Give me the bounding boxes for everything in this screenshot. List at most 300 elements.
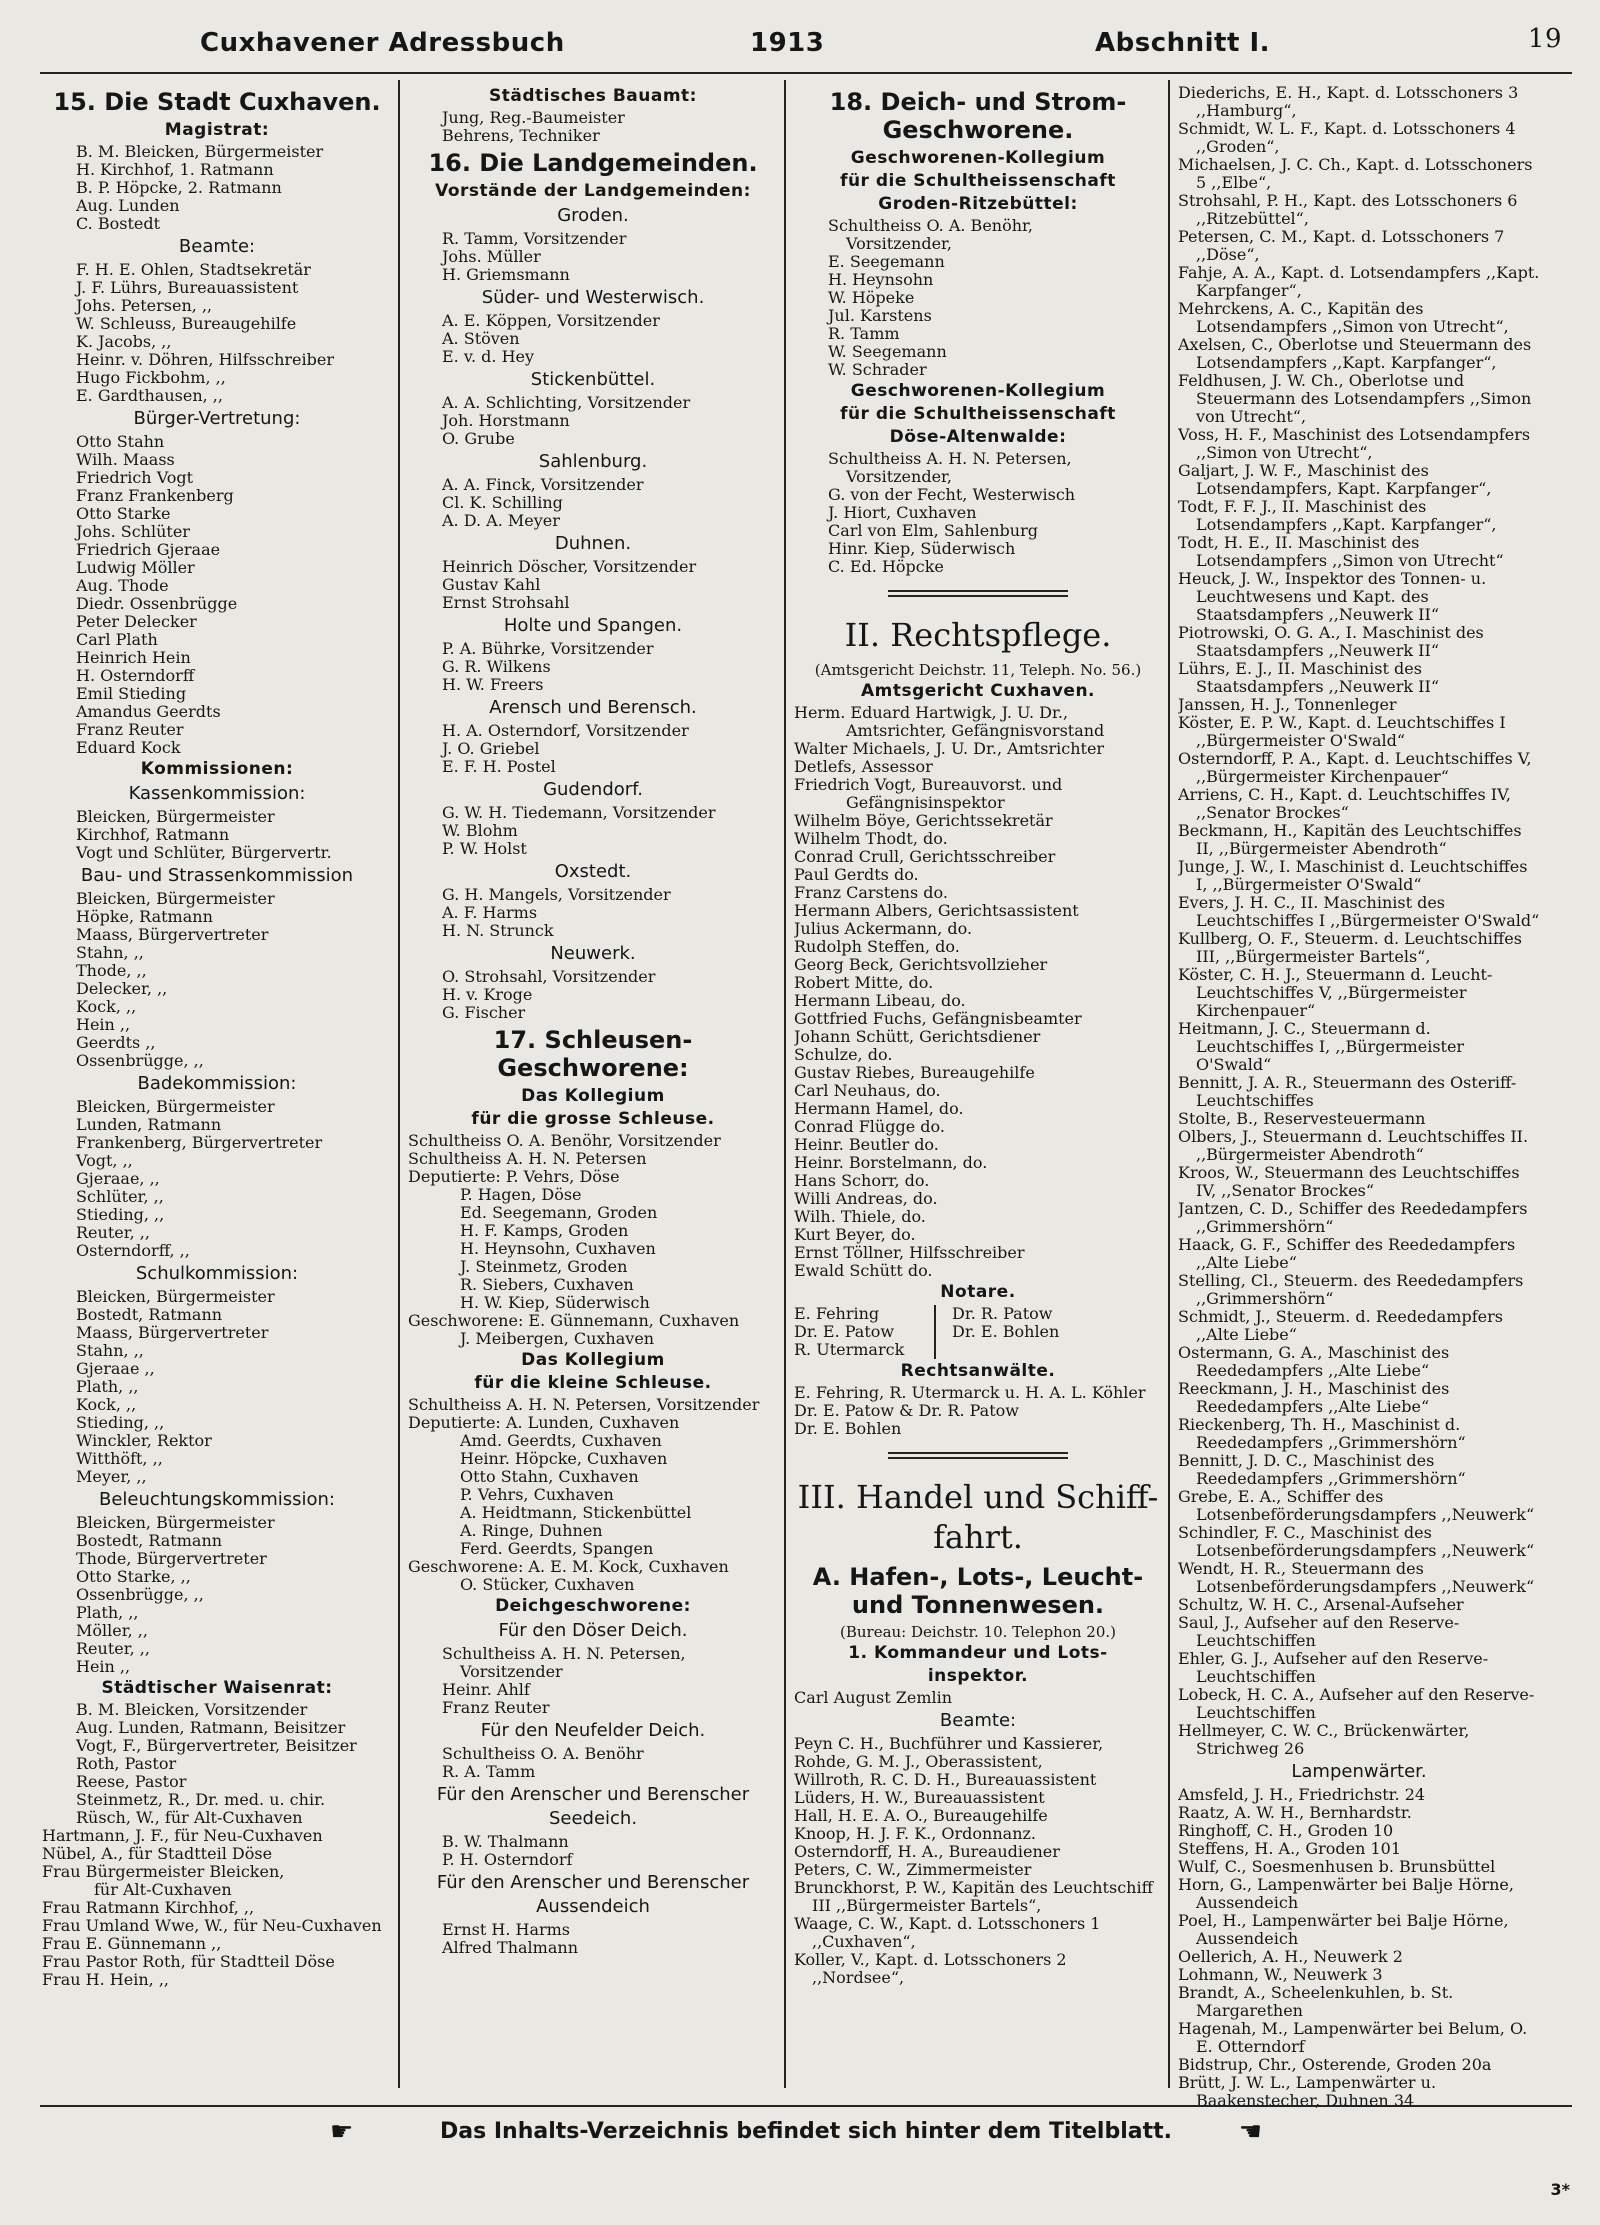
entry: Gustav Kahl [442, 576, 541, 594]
entry: J. Steinmetz, Groden [460, 1258, 628, 1276]
entry: E. Fehring, R. Utermarck u. H. A. L. Köhler [794, 1384, 1146, 1402]
entry: Friedrich Gjeraae [76, 541, 221, 559]
entry: Wilhelm Böye, Gerichtssekretär [794, 812, 1053, 830]
entry: Heuck, J. W., Inspektor des Tonnen- u. Leuchtwesens und Kapt. des Staatsdampfers ,,Neuwerk II“ [1178, 570, 1487, 624]
entry: Todt, H. E., II. Maschinist des Lotsendampfers ,,Simon von Utrecht“ [1178, 534, 1504, 570]
entry: Cl. K. Schilling [442, 494, 563, 512]
group-heading: Stickenbüttel. [530, 369, 656, 390]
entry: Hermann Hamel, do. [794, 1100, 964, 1118]
section-heading: A. Hafen-, Lots-, Leucht- und Tonnenwesen. [812, 1563, 1144, 1619]
entry: Jung, Reg.-Baumeister [442, 109, 625, 127]
entry: Rieckenberg, Th. H., Maschinist d. Reededampfers ,,Grimmershörn“ [1178, 1416, 1466, 1452]
entry: Schultz, W. H. C., Arsenal-Aufseher [1178, 1596, 1464, 1614]
entry: H. W. Kiep, Süderwisch [460, 1294, 650, 1312]
group-heading: Neuwerk. [550, 943, 636, 964]
entry: Köster, E. P. W., Kapt. d. Leuchtschiffes I ,,Bürgermeister O'Swald“ [1178, 714, 1506, 750]
group-heading: Badekommission: [137, 1073, 297, 1094]
entry: A. Heidtmann, Stickenbüttel [460, 1504, 692, 1522]
entry: Ernst Strohsahl [442, 594, 570, 612]
footer-text: Das Inhalts-Verzeichnis befindet sich hinter dem Titelblatt. [439, 2119, 1172, 2144]
entry: Axelsen, C., Oberlotse und Steuermann des Lotsendampfers ,,Kapt. Karpfanger“, [1178, 336, 1532, 372]
entry: Diederichs, E. H., Kapt. d. Lotsschoners 3 ,,Hamburg“, [1178, 84, 1519, 120]
entry: Franz Reuter [442, 1699, 550, 1717]
entry: Hartmann, J. F., für Neu-Cuxhaven [42, 1827, 323, 1845]
entry: Johs. Müller [442, 248, 541, 266]
group-heading: Für den Arenscher und Berenscher Aussendeich [436, 1872, 750, 1917]
group-heading: Lampenwärter. [1291, 1761, 1427, 1782]
entry: Franz Reuter [76, 721, 184, 739]
entry: Lührs, E. J., II. Maschinist des Staatsdampfers ,,Neuwerk II“ [1178, 660, 1439, 696]
entry: Eduard Kock [76, 739, 181, 757]
entry: Frau H. Hein, ,, [42, 1971, 169, 1989]
entry: Möller, ,, [76, 1622, 148, 1640]
group-heading: Sahlenburg. [538, 451, 648, 472]
address-note: (Amtsgericht Deichstr. 11, Teleph. No. 56.) [814, 661, 1142, 679]
entry: Ernst H. Harms [442, 1921, 571, 1939]
notare-column [936, 1305, 1059, 1359]
subsection-heading: inspektor. [927, 1666, 1029, 1686]
entry: Heinrich Hein [76, 649, 191, 667]
entry: H. W. Freers [442, 676, 544, 694]
entry: Alfred Thalmann [442, 1939, 578, 1957]
entry: G. von der Fecht, Westerwisch [828, 486, 1076, 504]
entry: Otto Starke, ,, [76, 1568, 191, 1586]
subsection-heading: Notare. [940, 1282, 1016, 1302]
entry: H. Griemsmann [442, 266, 570, 284]
entry: Maass, Bürgervertreter [76, 1324, 269, 1342]
subsection-heading: Döse-Altenwalde: [889, 427, 1067, 447]
subsection-heading: Amtsgericht Cuxhaven. [860, 681, 1096, 701]
group-heading: Groden. [557, 205, 629, 226]
entry: Delecker, ,, [76, 980, 168, 998]
entry: Fahje, A. A., Kapt. d. Lotsendampfers ,,Kapt. Karpfanger“, [1178, 264, 1540, 300]
entry: A. F. Harms [442, 904, 538, 922]
entry: F. H. E. Ohlen, Stadtsekretär [76, 261, 311, 279]
entry: G. H. Mangels, Vorsitzender [442, 886, 671, 904]
entry: Geschworene: A. E. M. Kock, Cuxhaven [408, 1558, 729, 1576]
group-heading: Holte und Spangen. [503, 615, 683, 636]
entry: Schultheiss A. H. N. Petersen, Vorsitzender [408, 1396, 760, 1414]
entry: R. Tamm, Vorsitzender [442, 230, 627, 248]
group-heading: Für den Neufelder Deich. [480, 1720, 706, 1741]
entry: Vogt und Schlüter, Bürgervertr. [76, 844, 332, 862]
group-heading: Bürger-Vertretung: [133, 408, 301, 429]
entry: C. Ed. Höpcke [828, 558, 944, 576]
entry: Otto Starke [76, 505, 171, 523]
entry: Lobeck, H. C. A., Aufseher auf den Reserve-Leuchtschiffen [1178, 1686, 1535, 1722]
entry: Hermann Albers, Gerichtsassistent [794, 902, 1079, 920]
entry: Gjeraae, ,, [76, 1170, 160, 1188]
entry: Wulf, C., Soesmenhusen b. Brunsbüttel [1178, 1858, 1496, 1876]
entry: C. Bostedt [76, 215, 161, 233]
column-1 [42, 84, 392, 1989]
entry: Junge, J. W., I. Maschinist d. Leuchtschiffes I, ,,Bürgermeister O'Swald“ [1178, 858, 1528, 894]
entry: A. D. A. Meyer [442, 512, 560, 530]
entry: Johann Schütt, Gerichtsdiener [794, 1028, 1041, 1046]
entry: Ehler, G. J., Aufseher auf den Reserve-Leuchtschiffen [1178, 1650, 1489, 1686]
entry: Galjart, J. W. F., Maschinist des Lotsendampfers, Kapt. Karpfanger“, [1178, 462, 1492, 498]
entry: P. Vehrs, Cuxhaven [460, 1486, 614, 1504]
entry: Carl Plath [76, 631, 158, 649]
entry: Michaelsen, J. C. Ch., Kapt. d. Lotsschoners 5 ,,Elbe“, [1178, 156, 1533, 192]
entry: Aug. Lunden [76, 197, 180, 215]
entry: Ed. Seegemann, Groden [460, 1204, 658, 1222]
entry: J. O. Griebel [442, 740, 540, 758]
entry: A. A. Schlichting, Vorsitzender [442, 394, 691, 412]
entry: Bidstrup, Chr., Osterende, Groden 20a [1178, 2056, 1492, 2074]
entry: Stahn, ,, [76, 1342, 144, 1360]
entry: Winckler, Rektor [76, 1432, 212, 1450]
entry: Brütt, J. W. L., Lampenwärter u. Baakenstecher, Duhnen 34 [1178, 2074, 1437, 2110]
entry: H. N. Strunck [442, 922, 554, 940]
entry: Hall, H. E. A. O., Bureaugehilfe [794, 1807, 1048, 1825]
notare-entry: Dr. R. Patow [952, 1304, 1053, 1323]
entry: Kroos, W., Steuermann des Leuchtschiffes IV, ,,Senator Brockes“ [1178, 1164, 1520, 1200]
subsection-heading: Das Kollegium [521, 1086, 665, 1106]
chapter-heading: III. Handel und Schiff-fahrt. [797, 1478, 1159, 1556]
entry: Heinr. Ahlf [442, 1681, 530, 1699]
entry: Stieding, ,, [76, 1414, 165, 1432]
entry: Deputierte: A. Lunden, Cuxhaven [408, 1414, 680, 1432]
entry: Stolte, B., Reservesteuermann [1178, 1110, 1426, 1128]
printer-signature: 3* [1550, 2180, 1570, 2199]
entry: Dr. E. Bohlen [794, 1420, 902, 1438]
entry: Schlüter, ,, [76, 1188, 164, 1206]
entry: Robert Mitte, do. [794, 974, 934, 992]
entry: Osterndorff, P. A., Kapt. d. Leuchtschiffes V, ,,Bürgermeister Kirchenpauer“ [1178, 750, 1532, 786]
entry: Heinr. Beutler do. [794, 1136, 939, 1154]
entry: Bostedt, Ratmann [76, 1532, 223, 1550]
subsection-heading: Deichgeschworene: [495, 1596, 691, 1616]
entry: Steffens, H. A., Groden 101 [1178, 1840, 1402, 1858]
entry: B. W. Thalmann [442, 1833, 569, 1851]
entry: Reeckmann, J. H., Maschinist des Reededampfers ,,Alte Liebe“ [1178, 1380, 1450, 1416]
entry: Friedrich Vogt, Bureauvorst. und [794, 776, 1063, 794]
entry: Hugo Fickbohm, ,, [76, 369, 226, 387]
page-header [40, 22, 1572, 62]
entry: Peter Delecker [76, 613, 197, 631]
entry: Peters, C. W., Zimmermeister [794, 1861, 1032, 1879]
header-section: Abschnitt I. [1095, 28, 1271, 58]
entry: A. Stöven [442, 330, 520, 348]
entry: Osterndorff, H. A., Bureaudiener [794, 1843, 1060, 1861]
subsection-heading: für die Schultheissenschaft [840, 404, 1116, 424]
entry: J. Hiort, Cuxhaven [828, 504, 977, 522]
entry: Paul Gerdts do. [794, 866, 919, 884]
entry: H. Kirchhof, 1. Ratmann [76, 161, 274, 179]
section-heading: 17. Schleusen-Geschworene: [493, 1026, 693, 1082]
entry: Dr. E. Patow & Dr. R. Patow [794, 1402, 1019, 1420]
entry: Frau Pastor Roth, für Stadtteil Döse [42, 1953, 335, 1971]
entry: Ringhoff, C. H., Groden 10 [1178, 1822, 1394, 1840]
entry: Mehrckens, A. C., Kapitän des Lotsendampfers ,,Simon von Utrecht“, [1178, 300, 1509, 336]
group-heading: Beamte: [939, 1710, 1017, 1731]
entry: Otto Stahn [76, 433, 165, 451]
entry: Lunden, Ratmann [76, 1116, 222, 1134]
entry: Evers, J. H. C., II. Maschinist des Leuchtschiffes I ,,Bürgermeister O'Swald“ [1178, 894, 1540, 930]
entry: Heinr. v. Döhren, Hilfsschreiber [76, 351, 334, 369]
entry: Vorsitzender, [846, 235, 953, 253]
entry: Schmidt, J., Steuerm. d. Reededampfers ,,Alte Liebe“ [1178, 1308, 1503, 1344]
column-divider [784, 80, 786, 2088]
subsection-heading: Vorstände der Landgemeinden: [435, 181, 751, 201]
entry: Schultheiss O. A. Benöhr, [828, 217, 1033, 235]
notare-entry: R. Utermarck [794, 1340, 905, 1359]
entry: Johs. Petersen, ,, [76, 297, 213, 315]
entry: Osterndorff, ,, [76, 1242, 190, 1260]
notare-entry: Dr. E. Bohlen [952, 1322, 1060, 1341]
entry: Ferd. Geerdts, Spangen [460, 1540, 654, 1558]
entry: H. Osterndorff [76, 667, 195, 685]
entry: Hein ,, [76, 1016, 131, 1034]
entry: Raatz, A. W. H., Bernhardstr. [1178, 1804, 1412, 1822]
entry: Frau Umland Wwe, W., für Neu-Cuxhaven [42, 1917, 382, 1935]
group-heading: Für den Arenscher und Berenscher Seedeich. [436, 1784, 750, 1829]
entry: H. A. Osterndorf, Vorsitzender [442, 722, 689, 740]
group-heading: Schulkommission: [135, 1263, 299, 1284]
header-title: Cuxhavener Adressbuch [200, 28, 565, 58]
entry: Heitmann, J. C., Steuermann d. Leuchtschiffes I, ,,Bürgermeister O'Swald“ [1178, 1020, 1465, 1074]
group-heading: Süder- und Westerwisch. [481, 287, 705, 308]
entry: Bennitt, J. A. R., Steuermann des Osteriff-Leuchtschiffes [1178, 1074, 1517, 1110]
entry: Schultheiss O. A. Benöhr [442, 1745, 644, 1763]
group-heading: Kassenkommission: [128, 783, 306, 804]
entry: H. v. Kroge [442, 986, 533, 1004]
entry: Hein ,, [76, 1658, 131, 1676]
entry: Conrad Crull, Gerichtsschreiber [794, 848, 1056, 866]
entry: Bleicken, Bürgermeister [76, 1514, 275, 1532]
entry: Herm. Eduard Hartwigk, J. U. Dr., [794, 704, 1069, 722]
entry: Wilhelm Thodt, do. [794, 830, 948, 848]
entry: Reuter, ,, [76, 1224, 150, 1242]
entry: E. Gardthausen, ,, [76, 387, 223, 405]
entry: Carl August Zemlin [794, 1689, 953, 1707]
entry: Lüders, H. W., Bureauassistent [794, 1789, 1045, 1807]
entry: Ewald Schütt do. [794, 1262, 933, 1280]
entry: Vorsitzender [460, 1663, 563, 1681]
subsection-heading: Das Kollegium [521, 1350, 665, 1370]
entry: Beckmann, H., Kapitän des Leuchtschiffes II, ,,Bürgermeister Abendroth“ [1178, 822, 1522, 858]
header-year: 1913 [750, 28, 825, 58]
entry: B. M. Bleicken, Vorsitzender [76, 1701, 308, 1719]
notare-entry: Dr. E. Patow [794, 1322, 895, 1341]
entry: Kock, ,, [76, 1396, 137, 1414]
entry: A. Ringe, Duhnen [460, 1522, 603, 1540]
pointing-hand-left-icon: ☚ [1238, 2117, 1262, 2147]
entry: G. W. H. Tiedemann, Vorsitzender [442, 804, 716, 822]
entry: Schindler, F. C., Maschinist des Lotsenbeförderungsdampfers ,,Neuwerk“ [1178, 1524, 1535, 1560]
entry: Janssen, H. J., Tonnenleger [1178, 696, 1397, 714]
group-heading: Für den Döser Deich. [498, 1620, 688, 1641]
entry: Schultheiss O. A. Benöhr, Vorsitzender [408, 1132, 721, 1150]
entry: Hermann Libeau, do. [794, 992, 966, 1010]
subsection-heading: Städtisches Bauamt: [489, 86, 697, 106]
entry: Stahn, ,, [76, 944, 144, 962]
entry: Detlefs, Assessor [794, 758, 933, 776]
entry: P. A. Bührke, Vorsitzender [442, 640, 654, 658]
entry: Amd. Geerdts, Cuxhaven [460, 1432, 662, 1450]
entry: Rüsch, W., für Alt-Cuxhaven [76, 1809, 303, 1827]
entry: Koller, V., Kapt. d. Lotsschoners 2 ,,Nordsee“, [794, 1951, 1067, 1987]
entry: Reese, Pastor [76, 1773, 187, 1791]
entry: Jantzen, C. D., Schiffer des Reededampfers ,,Grimmershörn“ [1178, 1200, 1528, 1236]
entry: Deputierte: P. Vehrs, Döse [408, 1168, 620, 1186]
column-divider [398, 80, 400, 2088]
entry: Peyn C. H., Buchführer und Kassierer, [794, 1735, 1104, 1753]
entry: E. v. d. Hey [442, 348, 535, 366]
entry: A. E. Köppen, Vorsitzender [442, 312, 660, 330]
entry: B. P. Höpcke, 2. Ratmann [76, 179, 282, 197]
entry: Ernst Töllner, Hilfsschreiber [794, 1244, 1025, 1262]
subsection-heading: Geschworenen-Kollegium [850, 148, 1106, 168]
entry: Georg Beck, Gerichtsvollzieher [794, 956, 1048, 974]
entry: Wilh. Maass [76, 451, 175, 469]
group-heading: Bau- und Strassenkommission [80, 865, 354, 886]
entry: W. Höpeke [828, 289, 915, 307]
double-rule [888, 1452, 1068, 1459]
entry: H. F. Kamps, Groden [460, 1222, 629, 1240]
entry: Carl Neuhaus, do. [794, 1082, 941, 1100]
entry: Höpke, Ratmann [76, 908, 213, 926]
entry: Schmidt, W. L. F., Kapt. d. Lotsschoners 4 ,,Groden“, [1178, 120, 1516, 156]
entry: Carl von Elm, Sahlenburg [828, 522, 1038, 540]
entry: Plath, ,, [76, 1604, 139, 1622]
entry: Bleicken, Bürgermeister [76, 808, 275, 826]
entry: H. Heynsohn [828, 271, 934, 289]
entry: P. W. Holst [442, 840, 527, 858]
entry: R. A. Tamm [442, 1763, 536, 1781]
entry: Brandt, A., Scheelenkuhlen, b. St. Margarethen [1178, 1984, 1454, 2020]
entry: Frau Bürgermeister Bleicken, [42, 1863, 285, 1881]
entry: Haack, G. F., Schiffer des Reededampfers ,,Alte Liebe“ [1178, 1236, 1516, 1272]
entry: Strohsahl, P. H., Kapt. des Lotsschoners 6 ,,Ritzebüttel“, [1178, 192, 1518, 228]
entry: Maass, Bürgervertreter [76, 926, 269, 944]
entry: W. Schleuss, Bureaugehilfe [76, 315, 297, 333]
chapter-heading: II. Rechtspflege. [844, 616, 1112, 654]
group-heading: Gudendorf. [543, 779, 643, 800]
entry: Behrens, Techniker [442, 127, 600, 145]
entry: Todt, F. F. J., II. Maschinist des Lotsendampfers ,,Kapt. Karpfanger“, [1178, 498, 1497, 534]
entry: R. Siebers, Cuxhaven [460, 1276, 634, 1294]
entry: Kirchhof, Ratmann [76, 826, 230, 844]
entry: R. Tamm [828, 325, 900, 343]
entry: Jul. Karstens [828, 307, 932, 325]
entry: Brunckhorst, P. W., Kapitän des Leuchtschiff III ,,Bürgermeister Bartels“, [794, 1879, 1153, 1915]
entry: Wendt, H. R., Steuermann des Lotsenbeförderungsdampfers ,,Neuwerk“ [1178, 1560, 1535, 1596]
entry: Rudolph Steffen, do. [794, 938, 960, 956]
column-4 [1178, 84, 1540, 2110]
entry: Grebe, E. A., Schiffer des Lotsenbeförderungsdampfers ,,Neuwerk“ [1178, 1488, 1535, 1524]
entry: Vorsitzender, [846, 468, 953, 486]
group-heading: Beleuchtungskommission: [99, 1489, 335, 1510]
notare-list [794, 1305, 1162, 1359]
entry: Plath, ,, [76, 1378, 139, 1396]
subsection-heading: für die kleine Schleuse. [474, 1373, 712, 1393]
page-number: 19 [1527, 24, 1562, 54]
subsection-heading: Kommissionen: [140, 759, 294, 779]
entry: Knoop, H. J. F. K., Ordonnanz. [794, 1825, 1037, 1843]
subsection-heading: Städtischer Waisenrat: [101, 1678, 333, 1698]
entry: Frankenberg, Bürgervertreter [76, 1134, 323, 1152]
entry: Willroth, R. C. D. H., Bureauassistent [794, 1771, 1097, 1789]
entry: Hinr. Kiep, Süderwisch [828, 540, 1016, 558]
entry: Vogt, ,, [76, 1152, 133, 1170]
entry: Otto Stahn, Cuxhaven [460, 1468, 639, 1486]
section-heading: 16. Die Landgemeinden. [428, 149, 758, 177]
entry: Steinmetz, R., Dr. med. u. chir. [76, 1791, 326, 1809]
entry: Hellmeyer, C. W. C., Brückenwärter, Strichweg 26 [1178, 1722, 1470, 1758]
entry: Kullberg, O. F., Steuerm. d. Leuchtschiffes III, ,,Bürgermeister Bartels“, [1178, 930, 1522, 966]
entry: Emil Stieding [76, 685, 187, 703]
entry: O. Stücker, Cuxhaven [460, 1576, 635, 1594]
footer-note [40, 2105, 1572, 2147]
entry: Horn, G., Lampenwärter bei Balje Hörne, Aussendeich [1178, 1876, 1514, 1912]
entry: Thode, ,, [76, 962, 147, 980]
pointing-hand-right-icon: ☛ [330, 2117, 354, 2147]
entry: W. Blohm [442, 822, 518, 840]
entry: Wilh. Thiele, do. [794, 1208, 926, 1226]
entry: Meyer, ,, [76, 1468, 147, 1486]
entry: Piotrowski, O. G. A., I. Maschinist des Staatsdampfers ,,Neuwerk II“ [1178, 624, 1484, 660]
entry: Ossenbrügge, ,, [76, 1052, 204, 1070]
entry: Gefängnisinspektor [846, 794, 1005, 812]
entry: Stieding, ,, [76, 1206, 165, 1224]
entry: Witthöft, ,, [76, 1450, 163, 1468]
entry: Lohmann, W., Neuwerk 3 [1178, 1966, 1383, 1984]
entry: J. F. Lührs, Bureauassistent [76, 279, 299, 297]
subsection-heading: für die grosse Schleuse. [471, 1109, 715, 1129]
subsection-heading: Groden-Ritzebüttel: [878, 194, 1078, 214]
entry: K. Jacobs, ,, [76, 333, 172, 351]
column-2 [408, 84, 778, 1957]
entry: Franz Carstens do. [794, 884, 948, 902]
section-heading: 15. Die Stadt Cuxhaven. [53, 88, 381, 116]
entry: Willi Andreas, do. [794, 1190, 938, 1208]
entry: Bleicken, Bürgermeister [76, 1288, 275, 1306]
entry: Bostedt, Ratmann [76, 1306, 223, 1324]
entry: Petersen, C. M., Kapt. d. Lotsschoners 7 ,,Döse“, [1178, 228, 1505, 264]
entry: A. A. Finck, Vorsitzender [442, 476, 644, 494]
entry: Köster, C. H. J., Steuermann d. Leucht-Leuchtschiffes V, ,,Bürgermeister Kirchenpauer“ [1178, 966, 1493, 1020]
entry: Schultheiss A. H. N. Petersen [408, 1150, 647, 1168]
entry: Hans Schorr, do. [794, 1172, 930, 1190]
entry: P. Hagen, Döse [460, 1186, 582, 1204]
entry: Heinr. Höpcke, Cuxhaven [460, 1450, 668, 1468]
entry: B. M. Bleicken, Bürgermeister [76, 143, 324, 161]
entry: Aug. Lunden, Ratmann, Beisitzer [76, 1719, 346, 1737]
group-heading: Duhnen. [554, 533, 632, 554]
entry: Ossenbrügge, ,, [76, 1586, 204, 1604]
entry: Kock, ,, [76, 998, 137, 1016]
entry: Rohde, G. M. J., Oberassistent, [794, 1753, 1043, 1771]
entry: Heinr. Borstelmann, do. [794, 1154, 988, 1172]
entry: H. Heynsohn, Cuxhaven [460, 1240, 656, 1258]
entry: Reuter, ,, [76, 1640, 150, 1658]
entry: Amtsrichter, Gefängnisvorstand [846, 722, 1105, 740]
entry: Nübel, A., für Stadtteil Döse [42, 1845, 273, 1863]
notare-entry: E. Fehring [794, 1304, 880, 1323]
entry: Olbers, J., Steuermann d. Leuchtschiffes II. ,,Bürgermeister Abendroth“ [1178, 1128, 1529, 1164]
entry: Friedrich Vogt [76, 469, 194, 487]
entry: für Alt-Cuxhaven [94, 1881, 232, 1899]
entry: Ludwig Möller [76, 559, 195, 577]
group-heading: Oxstedt. [554, 861, 632, 882]
entry: J. Meibergen, Cuxhaven [460, 1330, 655, 1348]
entry: W. Schrader [828, 361, 927, 379]
entry: Schulze, do. [794, 1046, 893, 1064]
entry: Gottfried Fuchs, Gefängnisbeamter [794, 1010, 1082, 1028]
subsection-heading: für die Schultheissenschaft [840, 171, 1116, 191]
